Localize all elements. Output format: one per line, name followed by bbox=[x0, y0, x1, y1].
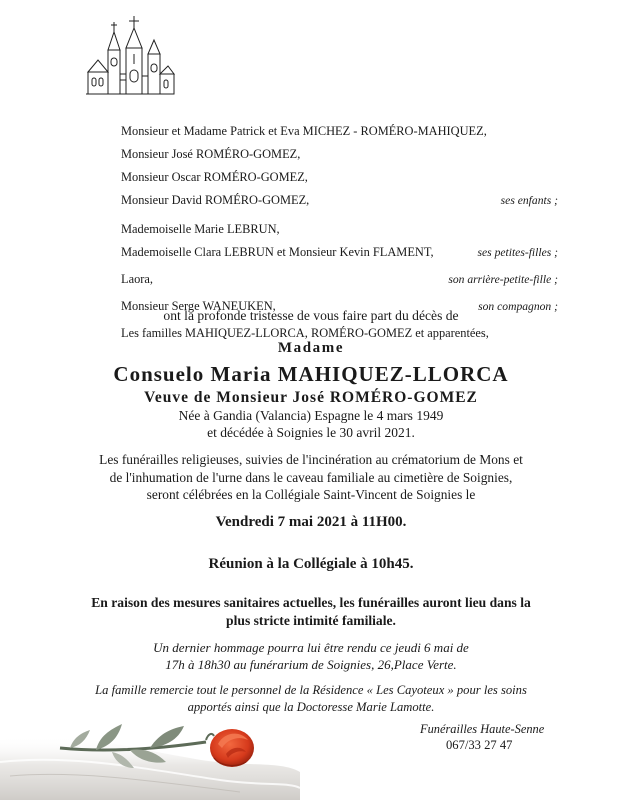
family-row bbox=[0, 120, 622, 143]
family-name: Mademoiselle Marie LEBRUN, bbox=[121, 222, 280, 236]
family-row bbox=[0, 143, 622, 166]
family-row bbox=[0, 241, 622, 264]
family-row bbox=[0, 268, 622, 291]
family-relation: ses enfants ; bbox=[500, 194, 558, 207]
family-name: Monsieur José ROMÉRO-GOMEZ, bbox=[121, 147, 301, 161]
family-name: Les familles MAHIQUEZ-LLORCA, ROMÉRO-GOMEZ et apparentées, bbox=[121, 326, 489, 340]
family-row bbox=[0, 166, 622, 189]
funeral-text: de l'inhumation de l'urne dans le caveau familiale au cimetière de Soignies, bbox=[109, 470, 513, 485]
death-info: et décédée à Soignies le 30 avril 2021. bbox=[207, 425, 415, 440]
family-relation: son compagnon ; bbox=[478, 300, 558, 313]
family-name: Laora, bbox=[121, 272, 153, 286]
sanitary-notice: plus stricte intimité familiale. bbox=[226, 613, 396, 628]
funeral-text: Les funérailles religieuses, suivies de l'incinération au crématorium de Mons et bbox=[99, 452, 523, 467]
family-row bbox=[0, 189, 622, 212]
family-name: Monsieur Serge WANEUKEN, bbox=[121, 299, 276, 313]
reunion-info: Réunion à la Collégiale à 10h45. bbox=[208, 556, 414, 572]
family-name: Monsieur David ROMÉRO-GOMEZ, bbox=[121, 193, 310, 207]
sanitary-notice: En raison des mesures sanitaires actuelles, les funérailles auront lieu dans la bbox=[91, 595, 531, 610]
undertaker-phone: 067/33 27 47 bbox=[446, 738, 513, 752]
deceased-name: Consuelo Maria MAHIQUEZ-LLORCA bbox=[113, 362, 509, 386]
funeral-text: seront célébrées en la Collégiale Saint-Vincent de Soignies le bbox=[146, 487, 476, 502]
funeral-date: Vendredi 7 mai 2021 à 11H00. bbox=[215, 514, 407, 530]
homage-info: Un dernier hommage pourra lui être rendu ce jeudi 6 mai de bbox=[153, 640, 469, 655]
family-name: Monsieur Oscar ROMÉRO-GOMEZ, bbox=[121, 170, 308, 184]
family-name: Mademoiselle Clara LEBRUN et Monsieur Kevin FLAMENT, bbox=[121, 245, 434, 259]
family-relation: son arrière-petite-fille ; bbox=[448, 273, 558, 286]
family-row bbox=[0, 218, 622, 241]
undertaker-name: Funérailles Haute-Senne bbox=[420, 722, 545, 736]
widow-of: Veuve de Monsieur José ROMÉRO-GOMEZ bbox=[144, 389, 478, 406]
announcement: ont la profonde tristesse de vous faire part du décès de bbox=[163, 308, 459, 323]
thanks-text: apportés ainsi que la Doctoresse Marie Lamotte. bbox=[187, 700, 435, 714]
family-relation: ses petites-filles ; bbox=[477, 246, 558, 259]
deceased-title: Madame bbox=[277, 340, 345, 356]
homage-info: 17h à 18h30 au funérarium de Soignies, 26,Place Verte. bbox=[165, 657, 457, 672]
thanks-text: La famille remercie tout le personnel de la Résidence « Les Cayoteux » pour les soins bbox=[95, 683, 527, 697]
birth-info: Née à Gandia (Valancia) Espagne le 4 mars 1949 bbox=[178, 408, 444, 423]
family-name: Monsieur et Madame Patrick et Eva MICHEZ - ROMÉRO-MAHIQUEZ, bbox=[121, 124, 487, 138]
rose-icon bbox=[0, 688, 300, 800]
church-icon bbox=[84, 14, 176, 98]
